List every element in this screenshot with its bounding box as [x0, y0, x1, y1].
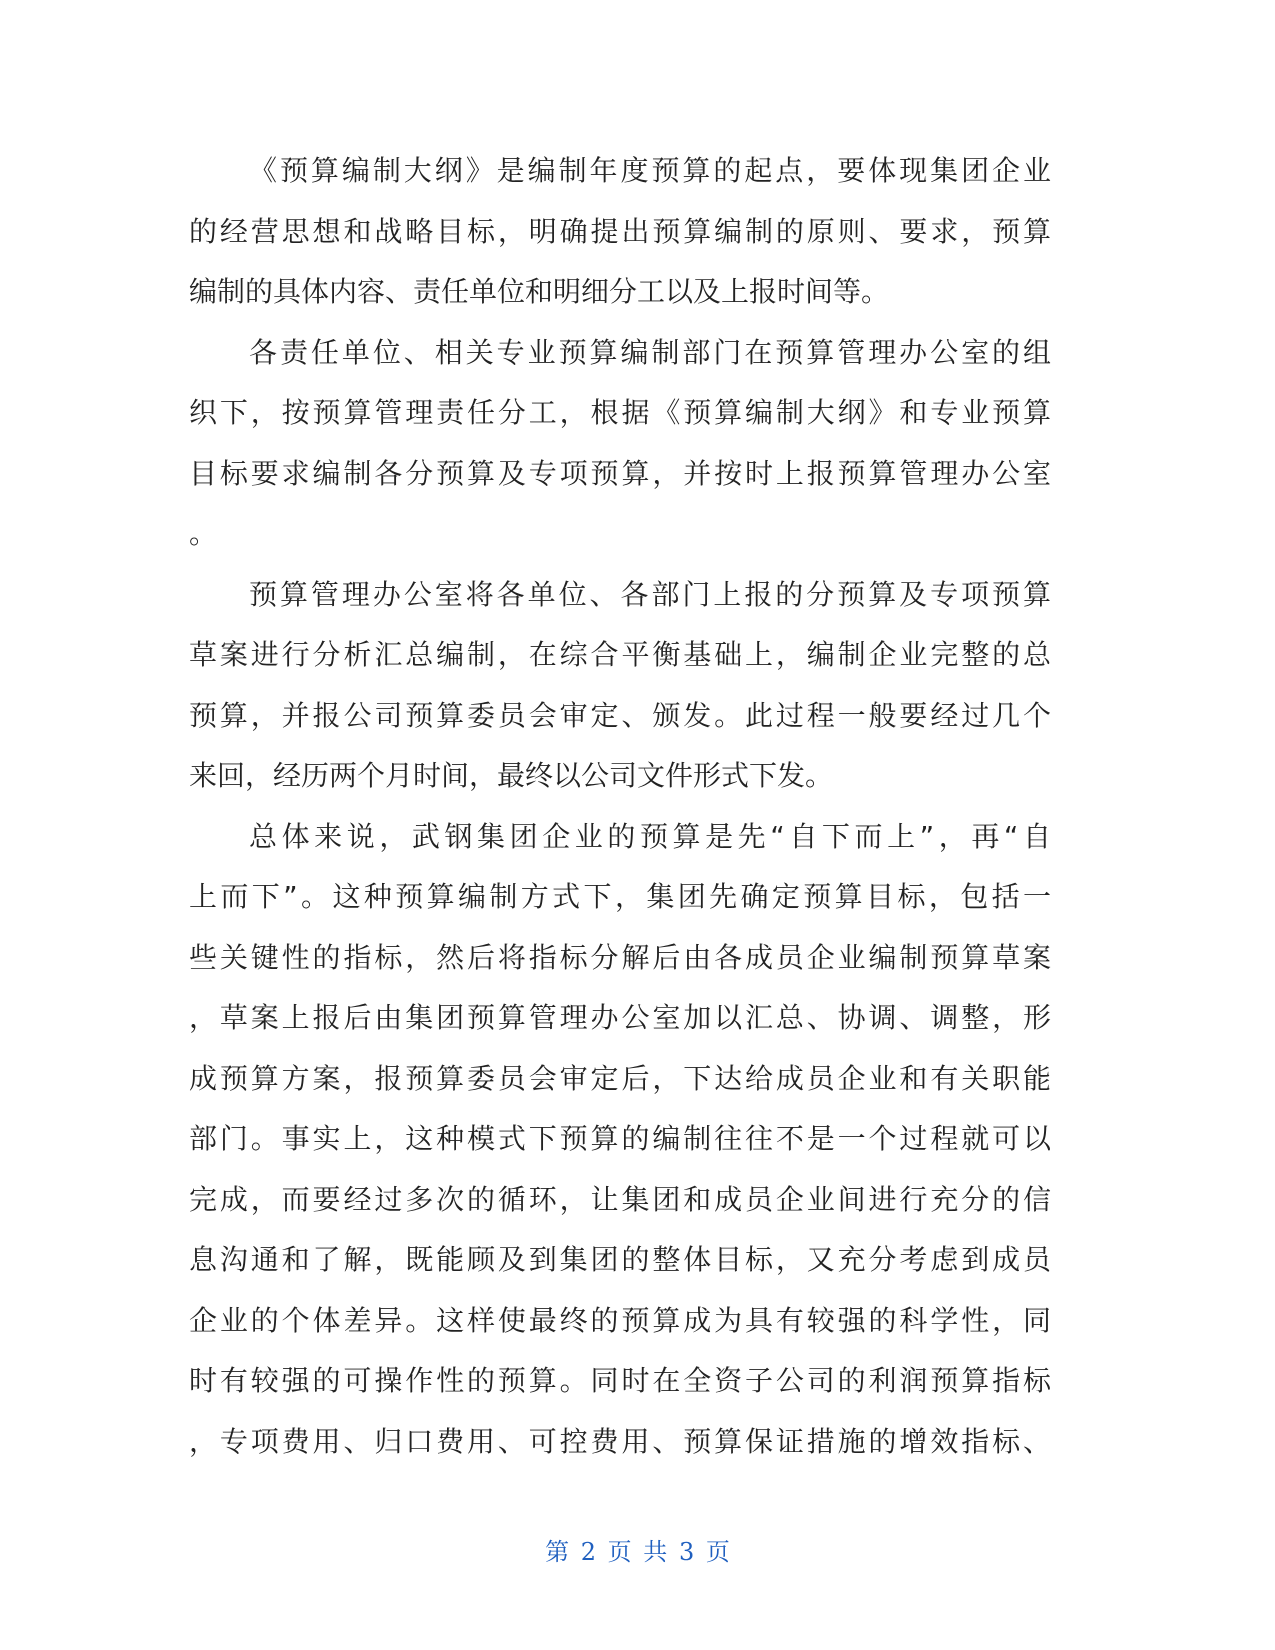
page-number-footer: 第 2 页 共 3 页 — [545, 1538, 730, 1566]
text-line: 编制的具体内容、责任单位和明细分工以及上报时间等。 — [189, 275, 890, 308]
text-line: 企业的个体差异。这样使最终的预算成为具有较强的科学性，同 — [189, 1303, 1051, 1337]
text-line: 预算，并报公司预算委员会审定、颁发。此过程一般要经过几个 — [189, 698, 1051, 732]
text-line: 成预算方案，报预算委员会审定后，下达给成员企业和有关职能 — [189, 1061, 1051, 1095]
text-line: 息沟通和了解，既能顾及到集团的整体目标，又充分考虑到成员 — [189, 1243, 1051, 1276]
text-line: 完成，而要经过多次的循环，让集团和成员企业间进行充分的信 — [189, 1182, 1051, 1216]
text-line: 的经营思想和战略目标，明确提出预算编制的原则、要求，预算 — [189, 214, 1051, 248]
text-line: 目标要求编制各分预算及专项预算，并按时上报预算管理办公室 — [189, 456, 1051, 490]
text-line: 上而下”。这种预算编制方式下，集团先确定预算目标，包括一 — [189, 880, 1051, 913]
text-line: 总体来说，武钢集团企业的预算是先“自下而上”，再“自 — [249, 819, 1051, 853]
text-line: 些关键性的指标，然后将指标分解后由各成员企业编制预算草案 — [189, 940, 1051, 974]
text-line: ，草案上报后由集团预算管理办公室加以汇总、协调、调整，形 — [189, 1001, 1051, 1034]
text-line: 预算管理办公室将各单位、各部门上报的分预算及专项预算 — [249, 577, 1051, 611]
text-line: 草案进行分析汇总编制，在综合平衡基础上，编制企业完整的总 — [189, 638, 1051, 671]
body-text — [189, 141, 1051, 1472]
text-line: 时有较强的可操作性的预算。同时在全资子公司的利润预算指标 — [189, 1364, 1051, 1397]
text-line: 各责任单位、相关专业预算编制部门在预算管理办公室的组 — [249, 335, 1051, 369]
text-line: 织下，按预算管理责任分工，根据《预算编制大纲》和专业预算 — [189, 396, 1051, 429]
text-line: 部门。事实上，这种模式下预算的编制往往不是一个过程就可以 — [189, 1122, 1051, 1155]
text-line: 。 — [189, 517, 218, 550]
text-line: 《预算编制大纲》是编制年度预算的起点，要体现集团企业 — [249, 154, 1051, 187]
text-line: ，专项费用、归口费用、可控费用、预算保证措施的增效指标、 — [189, 1424, 1051, 1458]
text-line: 来回，经历两个月时间，最终以公司文件形式下发。 — [189, 759, 834, 792]
